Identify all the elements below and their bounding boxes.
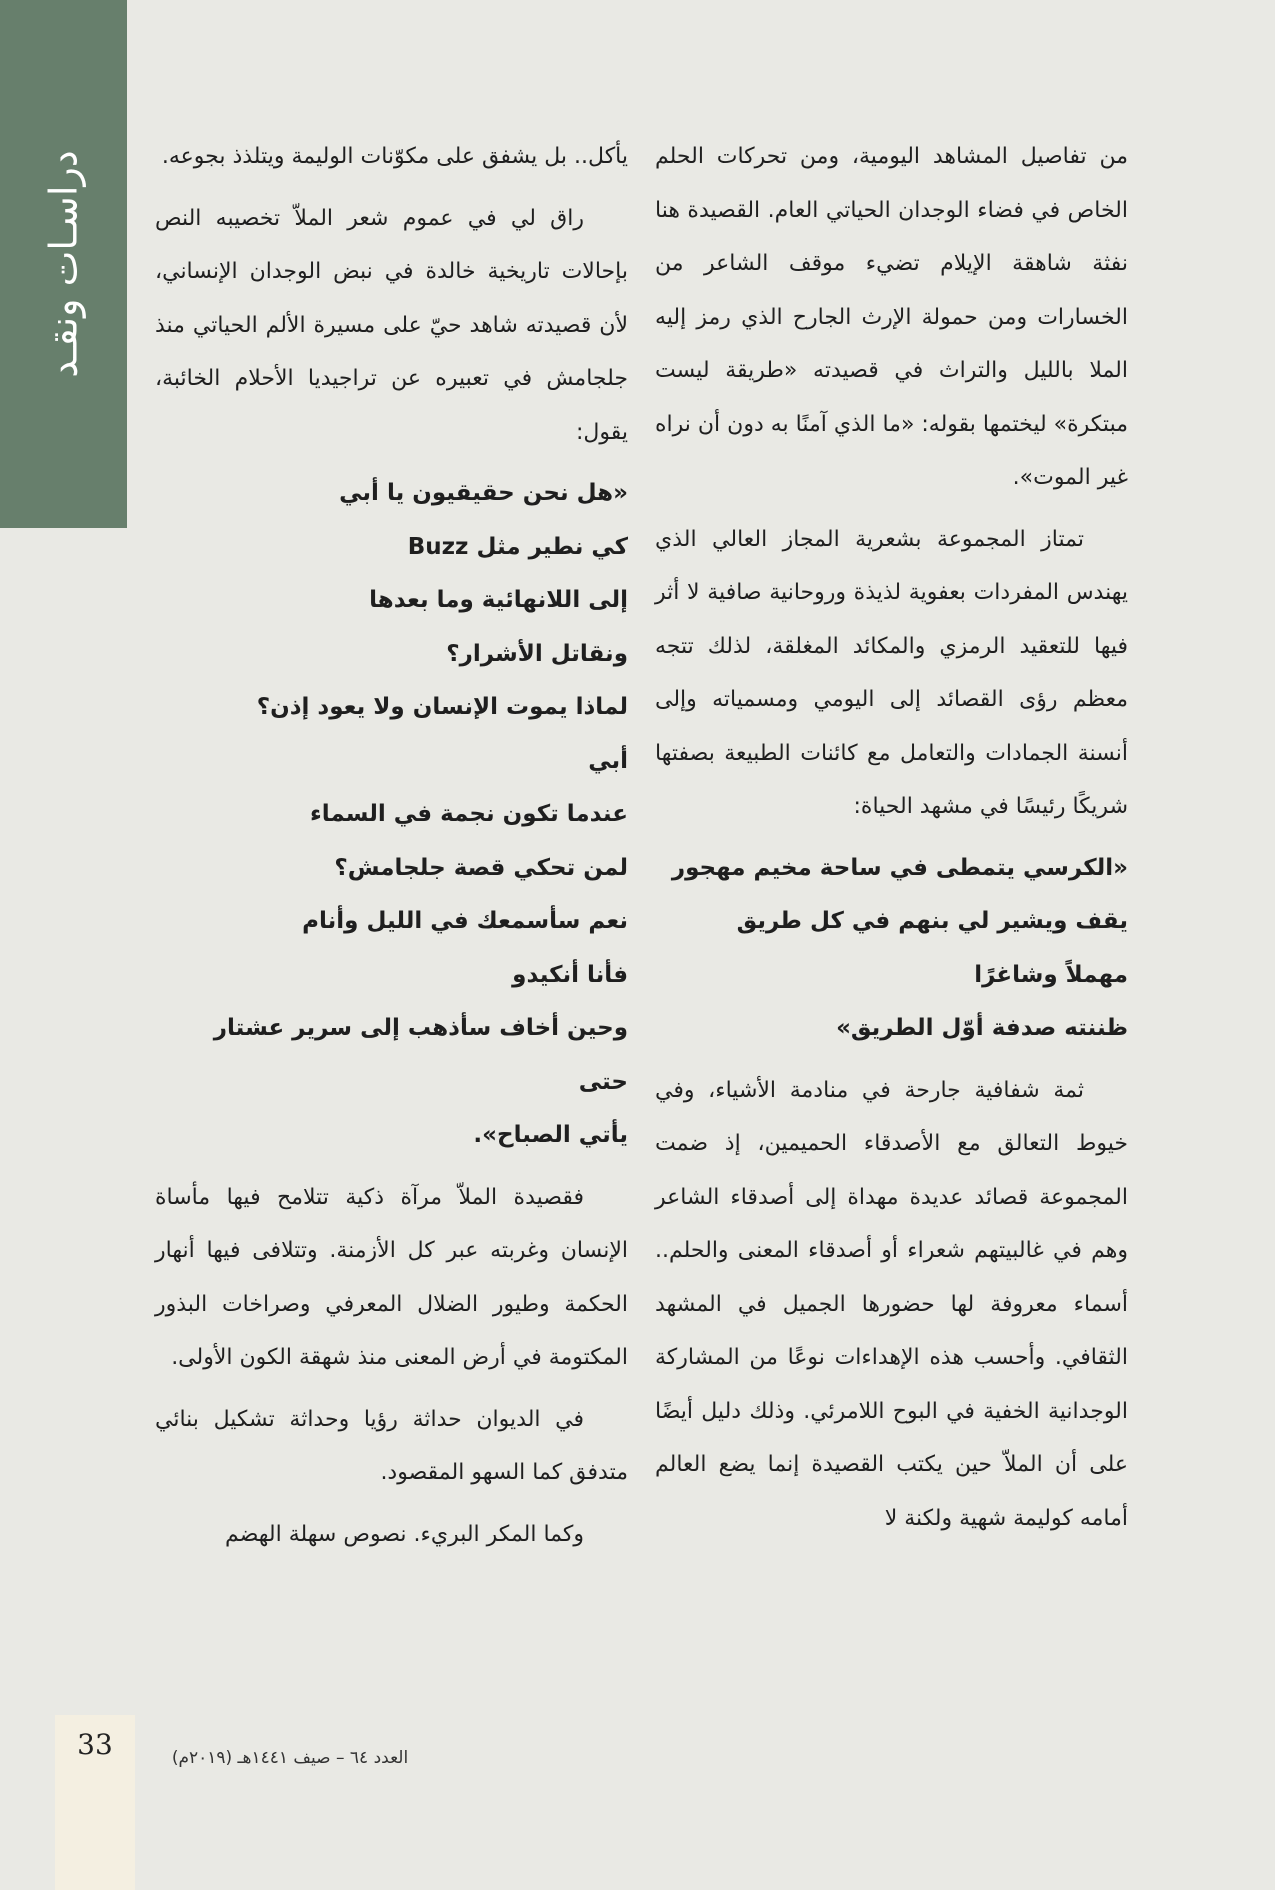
poem-line: لمن تحكي قصة جلجامش؟ xyxy=(334,854,628,881)
poem-line: إلى اللانهائية وما بعدها xyxy=(369,587,628,613)
paragraph: يأكل.. بل يشفق على مكوّنات الوليمة ويتلذذ بجوعه. xyxy=(161,144,628,169)
poem-line: حتى xyxy=(578,1068,628,1095)
poem-line: عندما تكون نجمة في السماء xyxy=(309,801,628,827)
poem-line: «هل نحن حقيقيون يا أبي xyxy=(339,480,628,506)
paragraph: وكما المكر البريء. نصوص سهلة الهضم xyxy=(225,1521,584,1547)
left-column xyxy=(155,130,628,1569)
issue-info: العدد ٦٤ – صيف ١٤٤١هـ (٢٠١٩م) xyxy=(171,1748,409,1768)
paragraph: ثمة شفافية جارحة في منادمة الأشياء، وفي خيوط التعالق مع الأصدقاء الحميمين، إذ ضمت المجموعة قصائد عديدة مهداة إلى أصدقاء الشاعر وهم في غالبيتهم شعراء أو أصدقاء المعنى والحلم.. أسماء معروفة لها حضورها الجميل في المشهد الثقافي. وأحسب هذه الإهداءات نوعًا من المشاركة الوجدانية الخفية في البوح اللامرئي. وذلك دليل أيضًا على أن الملاّ حين يكتب القصيدة إنما يضع العالم أمامه كوليمة شهية ولكنة لا xyxy=(655,1077,1128,1531)
page-number: 33 xyxy=(77,1728,113,1761)
poem-line: يقف ويشير لي بنهم في كل طريق xyxy=(736,908,1128,934)
poem-line: وحين أخاف سأذهب إلى سرير عشتار xyxy=(213,1015,628,1041)
right-column xyxy=(655,130,1128,1553)
poem-line: كي نطير مثل Buzz xyxy=(407,533,628,560)
poem-line: فأنا أنكيدو xyxy=(512,961,628,988)
poem-excerpt xyxy=(155,467,628,1163)
poem-line: ونقاتل الأشرار؟ xyxy=(446,640,628,667)
paragraph: من تفاصيل المشاهد اليومية، ومن تحركات الحلم الخاص في فضاء الوجدان الحياتي العام. القصيدة هنا نفثة شاهقة الإيلام تضيء موقف الشاعر من الخسارات ومن حمولة الإرث الجارح الذي رمز إليه الملا بالليل والتراث في قصيدته «طريقة ليست مبتكرة» ليختمها بقوله: «ما الذي آمنًا به دون أن نراه غير الموت». xyxy=(655,144,1128,490)
poem-line: «الكرسي يتمطى في ساحة مخيم مهجور xyxy=(671,854,1128,881)
section-title-text: دراسـات ونقـد xyxy=(41,150,86,378)
paragraph: راق لي في عموم شعر الملاّ تخصيبه النص بإحالات تاريخية خالدة في نبض الوجدان الإنساني، لأن قصيدته شاهد حيّ على مسيرة الألم الحياتي منذ جلجامش في تعبيره عن تراجيديا الأحلام الخائبة، يقول: xyxy=(155,205,628,445)
poem-line: نعم سأسمعك في الليل وأنام xyxy=(302,908,628,934)
poem-line: يأتي الصباح». xyxy=(473,1122,628,1148)
page-edge xyxy=(1275,0,1284,1890)
paragraph: في الديوان حداثة رؤيا وحداثة تشكيل بنائي متدفق كما السهو المقصود. xyxy=(155,1406,628,1485)
poem-line: أبي xyxy=(588,747,628,774)
poem-excerpt xyxy=(655,842,1128,1056)
paragraph: تمتاز المجموعة بشعرية المجاز العالي الذي يهندس المفردات بعفوية لذيذة وروحانية صافية لا أثر فيها للتعقيد الرمزي والمكائد المغلقة، لذلك تتجه معظم رؤى القصائد إلى اليومي ومسمياته وإلى أنسنة الجمادات والتعامل مع كائنات الطبيعة بصفتها شريكًا رئيسًا في مشهد الحياة: xyxy=(655,526,1128,819)
poem-line: ظننته صدفة أوّل الطريق» xyxy=(836,1015,1128,1041)
poem-line: مهملاً وشاغرًا xyxy=(974,961,1128,988)
poem-line: لماذا يموت الإنسان ولا يعود إذن؟ xyxy=(256,694,628,720)
paragraph: فقصيدة الملاّ مرآة ذكية تتلامح فيها مأساة الإنسان وغربته عبر كل الأزمنة. وتتلافى فيها أنهار الحكمة وطيور الضلال المعرفي وصراخات البذور المكتومة في أرض المعنى منذ شهقة الكون الأولى. xyxy=(155,1184,628,1370)
section-title xyxy=(0,0,127,528)
